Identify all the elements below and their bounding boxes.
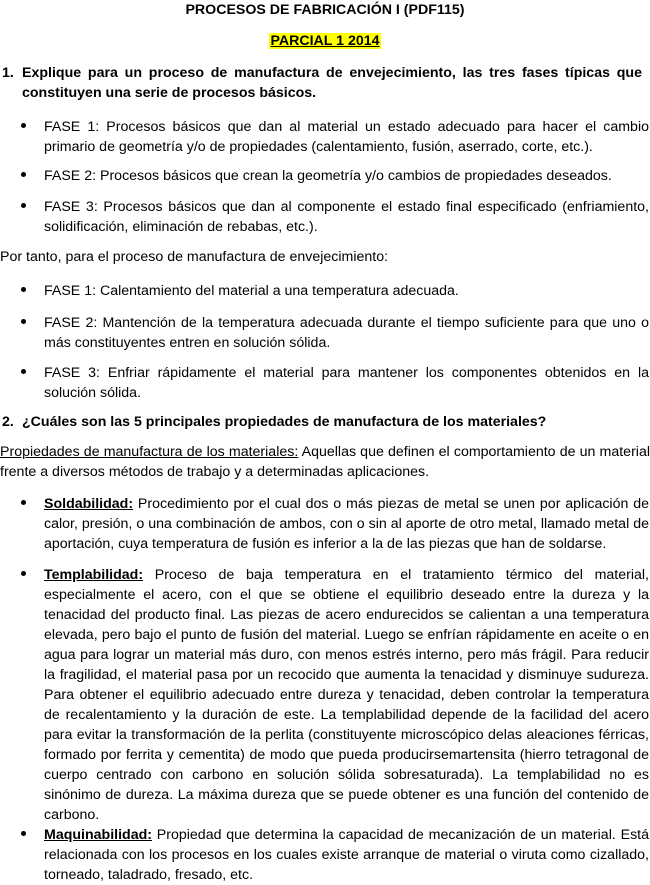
bullet-icon (21, 363, 29, 371)
bullet-icon (21, 494, 29, 502)
question-2-text: ¿Cuáles son las 5 principales propiedades de manufactura de los materiales? (22, 414, 547, 430)
bullet-icon (21, 197, 29, 205)
property-text (44, 825, 649, 885)
bullet-icon (21, 313, 29, 321)
properties-intro-term: Propiedades de manufactura de los materiales: (0, 444, 299, 460)
property-description: Proceso de baja temperatura en el tratamiento térmico del material, especialmente el acero, con el que se obtiene el equilibrio deseado entre la dureza y la tenacidad del producto final. Las piezas de acero endurecidos se calientan a una temperatura elevada, pero bajo el punto de fusión del material. Luego se enfrían rápidamente en aceite o en agua para lograr un material más duro, con menos estrés interno, pero más frágil. Para reducir la fragilidad, el material pasa por un recocido que aumenta la tenacidad y disminuye sudureza. Para obtener el equilibrio adecuado entre dureza y tenacidad, deben controlar la temperatura de recalentamiento y la duración de este. La templabilidad depende de la facilidad del acero para evitar la transformación de la perlita (constituyente microscópico delas aleaciones férricas, formado por ferrita y cementita) de modo que pueda producirsemartensita (hierro tetragonal de cuerpo centrado con carbono en solución sólida sobresaturada). La templabilidad no es sinónimo de dureza. La máxima dureza que se puede obtener es una función del contenido de carbono. (44, 567, 649, 823)
subtitle-wrap (0, 31, 650, 51)
envejecimiento-text: FASE 1: Calentamiento del material a una temperatura adecuada. (44, 283, 459, 299)
property-term: Soldabilidad: (44, 496, 134, 512)
document-title: PROCESOS DE FABRICACIÓN I (PDF115) (185, 2, 465, 18)
bullet-icon (21, 117, 29, 125)
property-text (44, 565, 649, 825)
por-tanto-paragraph: Por tanto, para el proceso de manufactura de envejecimiento: (0, 249, 389, 265)
properties-intro-text: Aquellas que definen el comportamiento de un material frente a diversos métodos de trabajo y a determinadas aplicaciones. (0, 444, 650, 480)
property-description: Propiedad que determina la capacidad de mecanización de un material. Está relacionada con los procesos en los cuales existe arranque de material o viruta como cizallado, torneado, taladrado, fresado, etc. (44, 827, 649, 883)
bullet-icon (21, 825, 29, 833)
bullet-icon (21, 281, 29, 289)
property-description: Procedimiento por el cual dos o más piezas de metal se unen por aplicación de calor, presión, o una combinación de ambos, con o sin al aporte de otro metal, llamado metal de aportación, cuya temperatura de fusión es inferior a la de las piezas que han de soldarse. (44, 496, 649, 552)
property-text (44, 494, 649, 554)
fase-text: FASE 1: Procesos básicos que dan al material un estado adecuado para hacer el cambio primario de geometría y/o de propiedades (calentamiento, fusión, aserrado, corte, etc.). (44, 119, 649, 155)
document-subtitle: PARCIAL 1 2014 (270, 33, 380, 49)
fase-text: FASE 2: Procesos básicos que crean la geometría y/o cambios de propiedades deseados. (44, 168, 612, 184)
envejecimiento-text: FASE 2: Mantención de la temperatura adecuada durante el tiempo suficiente para que uno o más constituyentes entren en solución sólida. (44, 315, 649, 351)
question-2-number: 2. (2, 414, 14, 430)
property-term: Maquinabilidad: (44, 827, 152, 843)
properties-intro (0, 442, 650, 482)
fase-text: FASE 3: Procesos básicos que dan al componente el estado final especificado (enfriamiento, solidificación, eliminación de rebabas, etc.). (44, 199, 649, 235)
property-term: Templabilidad: (44, 567, 144, 583)
bullet-icon (21, 565, 29, 573)
question-1-number: 1. (2, 65, 14, 81)
envejecimiento-text: FASE 3: Enfriar rápidamente el material para mantener los componentes obtenidos en la solución sólida. (44, 365, 649, 401)
bullet-icon (21, 166, 29, 174)
question-1-text: Explique para un proceso de manufactura de envejecimiento, las tres fases típicas que constituyen una serie de procesos básicos. (22, 65, 642, 101)
